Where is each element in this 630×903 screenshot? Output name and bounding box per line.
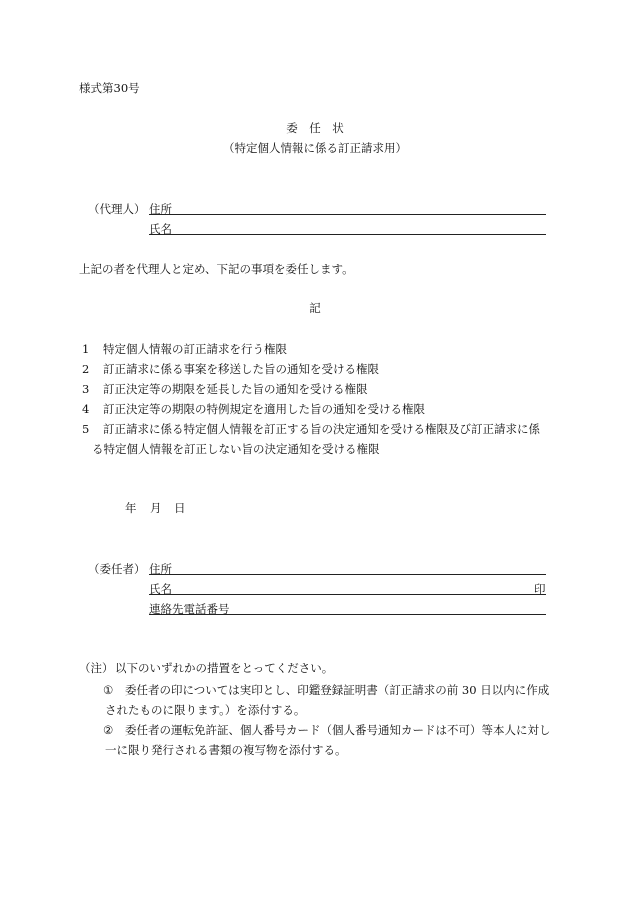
agent-name-label: 氏名	[149, 222, 172, 236]
agent-address-line[interactable]	[149, 214, 546, 215]
note2-line2: 一に限り発行される書類の複写物を添付する。	[105, 743, 347, 757]
note2-line1: 委任者の運転免許証、個人番号カード（個人番号通知カードは不可）等本人に対し	[125, 723, 551, 737]
principal-address-label: 住所	[149, 562, 172, 576]
item-text: 特定個人情報の訂正請求を行う権限	[103, 342, 287, 356]
delegation-statement: 上記の者を代理人と定め、下記の事項を委任します。	[79, 262, 354, 276]
note1-line2: されたものに限ります。）を添付する。	[105, 703, 306, 717]
document-subtitle: （特定個人情報に係る訂正請求用）	[223, 141, 407, 155]
note1-line1: 委任者の印については実印とし、印鑑登録証明書（訂正請求の前 30 日以内に作成	[125, 683, 550, 697]
item-number: 4	[82, 402, 90, 416]
item-number: 1	[82, 342, 90, 356]
item-text: 訂正決定等の期限の特例規定を適用した旨の通知を受ける権限	[103, 402, 425, 416]
item-number: 5	[82, 422, 90, 436]
principal-name-line[interactable]	[149, 594, 546, 595]
item-number: 3	[82, 382, 90, 396]
agent-address-label: 住所	[149, 202, 172, 216]
seal-mark: 印	[534, 582, 546, 596]
principal-name-label: 氏名	[149, 582, 172, 596]
ki-heading: 記	[309, 301, 321, 315]
principal-phone-line[interactable]	[149, 614, 546, 615]
item-text-continuation: る特定個人情報を訂正しない旨の決定通知を受ける権限	[92, 442, 380, 456]
principal-address-line[interactable]	[149, 574, 546, 575]
note2-mark: ②	[103, 723, 114, 737]
notes-intro: 以下のいずれかの措置をとってください。	[115, 661, 334, 675]
item-text: 訂正請求に係る特定個人情報を訂正する旨の決定通知を受ける権限及び訂正請求に係	[103, 422, 540, 436]
notes-label: （注）	[79, 661, 114, 675]
principal-phone-label: 連絡先電話番号	[149, 602, 230, 616]
date-year-label: 年	[125, 501, 137, 515]
document-title: 委 任 状	[286, 121, 344, 135]
agent-label: （代理人）	[88, 202, 146, 216]
date-day-label: 日	[174, 501, 186, 515]
item-text: 訂正決定等の期限を延長した旨の通知を受ける権限	[103, 382, 368, 396]
item-number: 2	[82, 362, 90, 376]
item-text: 訂正請求に係る事案を移送した旨の通知を受ける権限	[103, 362, 379, 376]
agent-name-line[interactable]	[149, 234, 546, 235]
form-number: 様式第30号	[79, 81, 140, 95]
date-month-label: 月	[150, 501, 162, 515]
principal-label: （委任者）	[88, 562, 146, 576]
note1-mark: ①	[103, 683, 114, 697]
